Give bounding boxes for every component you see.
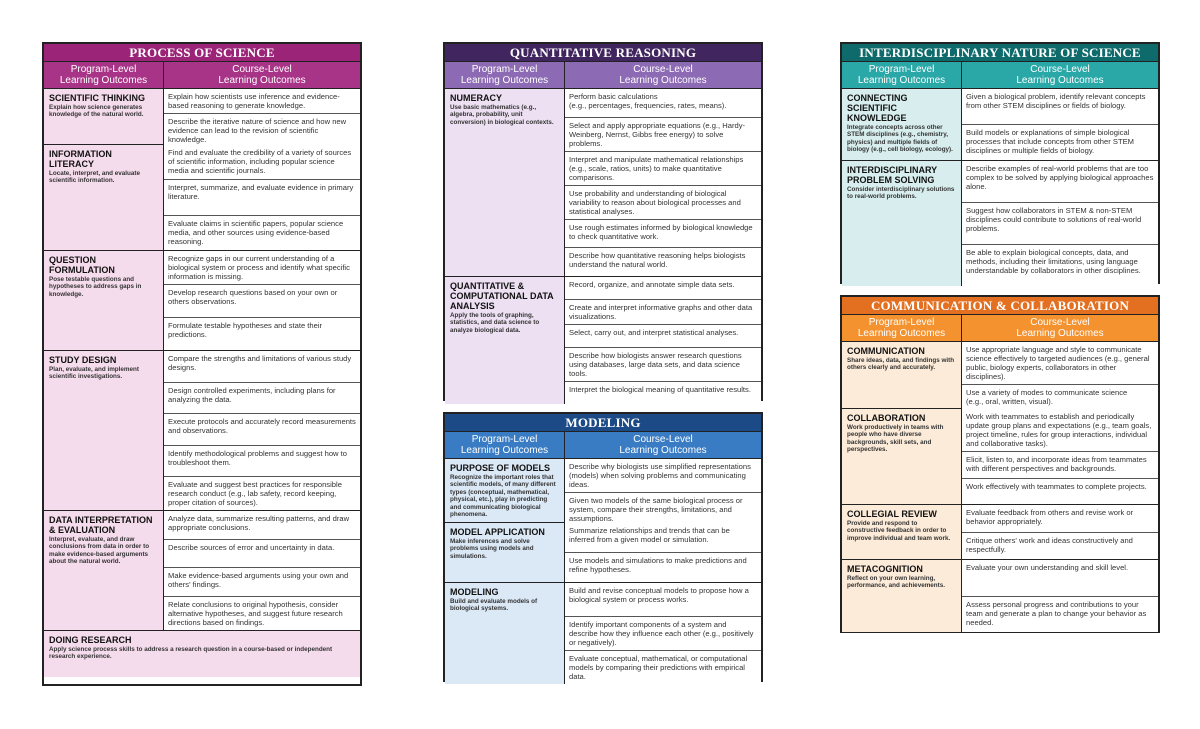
course-outcome: Select and apply appropriate equations (e.g., Hardy-Weinberg, Nernst, Gibbs free energy) to solve problems. — [565, 118, 761, 152]
course-outcome: Work effectively with teammates to complete projects. — [962, 479, 1158, 505]
course-outcome: Use a variety of modes to communicate science (e.g., oral, written, visual). — [962, 385, 1158, 409]
course-outcome: Evaluate conceptual, mathematical, or computational models by comparing their predictions with empirical data. — [565, 651, 761, 684]
program-outcome-description: Apply the tools of graphing, statistics, and data science to analyze biological data. — [450, 312, 540, 334]
program-outcome-title: METACOGNITION — [847, 564, 923, 574]
column-header — [445, 62, 761, 89]
course-outcome-list — [962, 560, 1158, 632]
modeling-panel — [443, 412, 763, 682]
process-panel — [42, 42, 362, 686]
program-outcome-title: DATA INTERPRETATION & EVALUATION — [49, 515, 153, 535]
course-outcome: Relate conclusions to original hypothesis, consider alternative hypotheses, and suggest future research directions based on findings. — [164, 597, 360, 630]
program-outcome — [445, 523, 565, 582]
course-level-header: Course-Level Learning Outcomes — [164, 62, 360, 88]
course-outcome: Make evidence-based arguments using your own and others' findings. — [164, 568, 360, 597]
course-outcome: Evaluate claims in scientific papers, popular science media, and other sources using evidence-based reasoning. — [164, 216, 360, 250]
program-level-header: Program-Level Learning Outcomes — [445, 62, 565, 88]
course-outcome: Compare the strengths and limitations of various study designs. — [164, 351, 360, 383]
panel-title: PROCESS OF SCIENCE — [44, 44, 360, 62]
course-outcome: Given two models of the same biological process or system, compare their strengths, limitations, and assumptions. — [565, 493, 761, 526]
outcome-group — [44, 145, 360, 251]
program-outcome-title: PURPOSE OF MODELS — [450, 463, 551, 473]
quant-panel — [443, 42, 763, 401]
program-level-header: Program-Level Learning Outcomes — [44, 62, 164, 88]
program-outcome-title: MODELING — [450, 587, 499, 597]
panel-title: COMMUNICATION & COLLABORATION — [842, 297, 1158, 315]
program-outcome-description: Apply science process skills to address a research question in a course-based or independent research experience. — [49, 646, 333, 661]
program-level-header: Program-Level Learning Outcomes — [842, 62, 962, 88]
program-outcome — [842, 560, 962, 632]
course-outcome-list — [164, 251, 360, 350]
program-outcome-description: Plan, evaluate, and implement scientific investigations. — [49, 366, 139, 381]
course-outcome: Use probability and understanding of biological variability to reason about biological processes and statistical analyses. — [565, 186, 761, 220]
course-outcome: Create and interpret informative graphs and other data visualizations. — [565, 300, 761, 325]
course-outcome: Interpret and manipulate mathematical relationships (e.g., scale, ratios, units) to make quantitative comparisons. — [565, 152, 761, 186]
program-outcome-title: COLLEGIAL REVIEW — [847, 509, 937, 519]
course-outcome-list — [164, 89, 360, 144]
course-outcome: Use appropriate language and style to communicate science effectively to targeted audiences (e.g., general public, biology experts, collaborators in other disciplines). — [962, 342, 1158, 385]
course-outcome-list — [164, 511, 360, 630]
outcome-group — [842, 161, 1158, 286]
course-outcome: Use models and simulations to make predictions and refine hypotheses. — [565, 553, 761, 582]
course-outcome: Be able to explain biological concepts, data, and methods, including their limitations, using language understandable by collaborators in other disciplines. — [962, 245, 1158, 286]
program-outcome — [44, 351, 164, 510]
program-outcome — [842, 409, 962, 504]
program-outcome-description: Build and evaluate models of biological systems. — [450, 598, 538, 613]
column-header — [445, 432, 761, 459]
course-outcome: Describe examples of real-world problems that are too complex to be solved by applying biological approaches alone. — [962, 161, 1158, 203]
program-outcome-title: QUANTITATIVE & COMPUTATIONAL DATA ANALYSIS — [450, 281, 554, 311]
course-outcome: Evaluate and suggest best practices for responsible research conduct (e.g., lab safety, record keeping, proper citation of sources). — [164, 477, 360, 510]
interdisciplinary-panel — [840, 42, 1160, 284]
program-outcome-description: Reflect on your own learning, performance, and achievements. — [847, 575, 945, 590]
course-outcome: Describe how biologists answer research questions using databases, large data sets, and data science tools. — [565, 348, 761, 382]
course-outcome: Given a biological problem, identify relevant concepts from other STEM disciplines or fields of biology. — [962, 89, 1158, 125]
program-outcome-title: DOING RESEARCH — [49, 635, 132, 645]
program-outcome-title: COMMUNICATION — [847, 346, 925, 356]
course-outcome: Interpret the biological meaning of quantitative results. — [565, 382, 761, 404]
program-outcome-title: COLLABORATION — [847, 413, 926, 423]
outcome-group — [445, 277, 761, 404]
course-outcome: Use rough estimates informed by biological knowledge to check quantitative work. — [565, 220, 761, 249]
course-outcome: Work with teammates to establish and periodically update group plans and expectations (e.g., team goals, project timeline, rules for group interactions, individual and collaborative tasks). — [962, 409, 1158, 452]
outcome-group — [44, 89, 360, 145]
course-outcome: Execute protocols and accurately record measurements and observations. — [164, 414, 360, 446]
program-outcome — [44, 251, 164, 350]
course-outcome: Recognize gaps in our current understanding of a biological system or process and identify what specific information is missing. — [164, 251, 360, 285]
outcome-group — [44, 351, 360, 511]
program-outcome-title: INTERDISCIPLINARY PROBLEM SOLVING — [847, 165, 938, 185]
course-outcome-list — [962, 161, 1158, 286]
course-outcome: Record, organize, and annotate simple data sets. — [565, 277, 761, 300]
program-outcome-description: Interpret, evaluate, and draw conclusions from data in order to make evidence-based arguments about the natural world. — [49, 536, 150, 566]
program-outcome — [44, 89, 164, 144]
course-outcome-list — [962, 409, 1158, 504]
column-header — [842, 62, 1158, 89]
program-outcome — [445, 583, 565, 684]
program-outcome-description: Explain how science generates knowledge of the natural world. — [49, 104, 144, 119]
program-outcome-description: Recognize the important roles that scientific models, of many different types (conceptual, mathematical, physical, etc.), play in predicting and communicating biological phenomena. — [450, 474, 556, 519]
program-outcome-title: QUESTION FORMULATION — [49, 255, 115, 275]
outcome-group — [445, 583, 761, 684]
course-outcome: Critique others' work and ideas constructively and respectfully. — [962, 533, 1158, 560]
program-outcome-title: STUDY DESIGN — [49, 355, 117, 365]
program-outcome — [44, 511, 164, 630]
column-header — [842, 315, 1158, 342]
course-level-header: Course-Level Learning Outcomes — [962, 62, 1158, 88]
course-level-header: Course-Level Learning Outcomes — [962, 315, 1158, 341]
course-outcome: Summarize relationships and trends that can be inferred from a given model or simulation. — [565, 523, 761, 553]
panel-title: MODELING — [445, 414, 761, 432]
course-outcome-list — [962, 505, 1158, 559]
panel-title: INTERDISCIPLINARY NATURE OF SCIENCE — [842, 44, 1158, 62]
course-outcome-list — [565, 459, 761, 522]
program-outcome-description: Share ideas, data, and findings with others clearly and accurately. — [847, 357, 955, 372]
course-outcome: Evaluate feedback from others and revise work or behavior appropriately. — [962, 505, 1158, 533]
course-outcome: Evaluate your own understanding and skill level. — [962, 560, 1158, 597]
course-outcome-list — [565, 277, 761, 404]
course-outcome-list — [962, 342, 1158, 408]
outcome-group — [44, 631, 360, 677]
outcome-group — [445, 89, 761, 277]
course-outcome: Describe sources of error and uncertainty in data. — [164, 540, 360, 569]
outcome-group — [842, 342, 1158, 409]
program-outcome-title: NUMERACY — [450, 93, 503, 103]
program-outcome — [445, 459, 565, 522]
course-outcome: Select, carry out, and interpret statistical analyses. — [565, 325, 761, 348]
course-outcome: Assess personal progress and contributions to your team and generate a plan to change your behavior as needed. — [962, 597, 1158, 633]
program-outcome-description: Provide and respond to constructive feedback in order to improve individual and team work. — [847, 520, 951, 542]
program-outcome — [842, 342, 962, 408]
program-outcome — [44, 145, 164, 250]
course-outcome: Develop research questions based on your own or others observations. — [164, 285, 360, 318]
program-level-header: Program-Level Learning Outcomes — [445, 432, 565, 458]
program-outcome-title: SCIENTIFIC THINKING — [49, 93, 145, 103]
program-outcome-description: Consider interdisciplinary solutions to real-world problems. — [847, 186, 955, 201]
course-level-header: Course-Level Learning Outcomes — [565, 432, 761, 458]
program-outcome — [44, 631, 360, 677]
program-outcome — [842, 161, 962, 286]
program-outcome-title: CONNECTING SCIENTIFIC KNOWLEDGE — [847, 93, 908, 123]
outcome-group — [445, 459, 761, 523]
course-outcome: Find and evaluate the credibility of a variety of sources of scientific information, including popular science media and scientific journals. — [164, 145, 360, 180]
course-outcome: Build and revise conceptual models to propose how a biological system or process works. — [565, 583, 761, 617]
outcome-group — [842, 505, 1158, 560]
course-outcome: Suggest how collaborators in STEM & non-STEM disciplines could contribute to solutions of real-world problems. — [962, 203, 1158, 245]
course-outcome: Analyze data, summarize resulting patterns, and draw appropriate conclusions. — [164, 511, 360, 540]
program-outcome-title: INFORMATION LITERACY — [49, 149, 112, 169]
course-outcome: Describe why biologists use simplified representations (models) when solving problems and communicating ideas. — [565, 459, 761, 493]
program-outcome-title: MODEL APPLICATION — [450, 527, 545, 537]
program-outcome-description: Integrate concepts across other STEM disciplines (e.g., chemistry, physics) and multiple fields of biology (e.g., cell biology, ecology). — [847, 124, 953, 154]
program-outcome-description: Pose testable questions and hypotheses to address gaps in knowledge. — [49, 276, 142, 298]
course-outcome: Design controlled experiments, including plans for analyzing the data. — [164, 383, 360, 415]
course-outcome: Describe how quantitative reasoning helps biologists understand the natural world. — [565, 248, 761, 276]
program-outcome — [445, 89, 565, 276]
program-outcome — [842, 89, 962, 160]
course-outcome: Build models or explanations of simple biological processes that include concepts from other STEM disciplines or multiple fields of biology. — [962, 125, 1158, 160]
outcome-group — [445, 523, 761, 583]
column-header — [44, 62, 360, 89]
program-outcome-description: Make inferences and solve problems using models and simulations. — [450, 538, 534, 560]
outcome-group — [842, 409, 1158, 505]
program-outcome-description: Locate, interpret, and evaluate scientific information. — [49, 170, 140, 185]
panel-title: QUANTITATIVE REASONING — [445, 44, 761, 62]
outcome-group — [44, 251, 360, 351]
course-outcome: Explain how scientists use inference and evidence-based reasoning to generate knowledge. — [164, 89, 360, 114]
course-outcome: Elicit, listen to, and incorporate ideas from teammates with different perspectives and backgrounds. — [962, 452, 1158, 479]
course-outcome: Formulate testable hypotheses and state their predictions. — [164, 318, 360, 350]
communication-panel — [840, 295, 1160, 633]
outcome-group — [842, 560, 1158, 632]
course-outcome-list — [164, 145, 360, 250]
course-outcome-list — [565, 523, 761, 582]
course-outcome-list — [565, 89, 761, 276]
course-outcome: Interpret, summarize, and evaluate evidence in primary literature. — [164, 180, 360, 215]
course-outcome-list — [962, 89, 1158, 160]
outcome-group — [842, 89, 1158, 161]
course-outcome: Identify important components of a system and describe how they influence each other (e.g., positively or negatively). — [565, 617, 761, 651]
course-outcome: Identify methodological problems and suggest how to troubleshoot them. — [164, 446, 360, 478]
course-outcome-list — [164, 351, 360, 510]
program-outcome-description: Work productively in teams with people who have diverse backgrounds, skill sets, and perspectives. — [847, 424, 944, 454]
course-outcome: Perform basic calculations (e.g., percentages, frequencies, rates, means). — [565, 89, 761, 118]
program-level-header: Program-Level Learning Outcomes — [842, 315, 962, 341]
program-outcome — [445, 277, 565, 404]
program-outcome — [842, 505, 962, 559]
course-outcome: Describe the iterative nature of science and how new evidence can lead to the revision of scientific knowledge. — [164, 114, 360, 147]
course-outcome-list — [565, 583, 761, 684]
course-level-header: Course-Level Learning Outcomes — [565, 62, 761, 88]
program-outcome-description: Use basic mathematics (e.g., algebra, probability, unit conversion) in biological contexts. — [450, 104, 554, 126]
outcome-group — [44, 511, 360, 631]
